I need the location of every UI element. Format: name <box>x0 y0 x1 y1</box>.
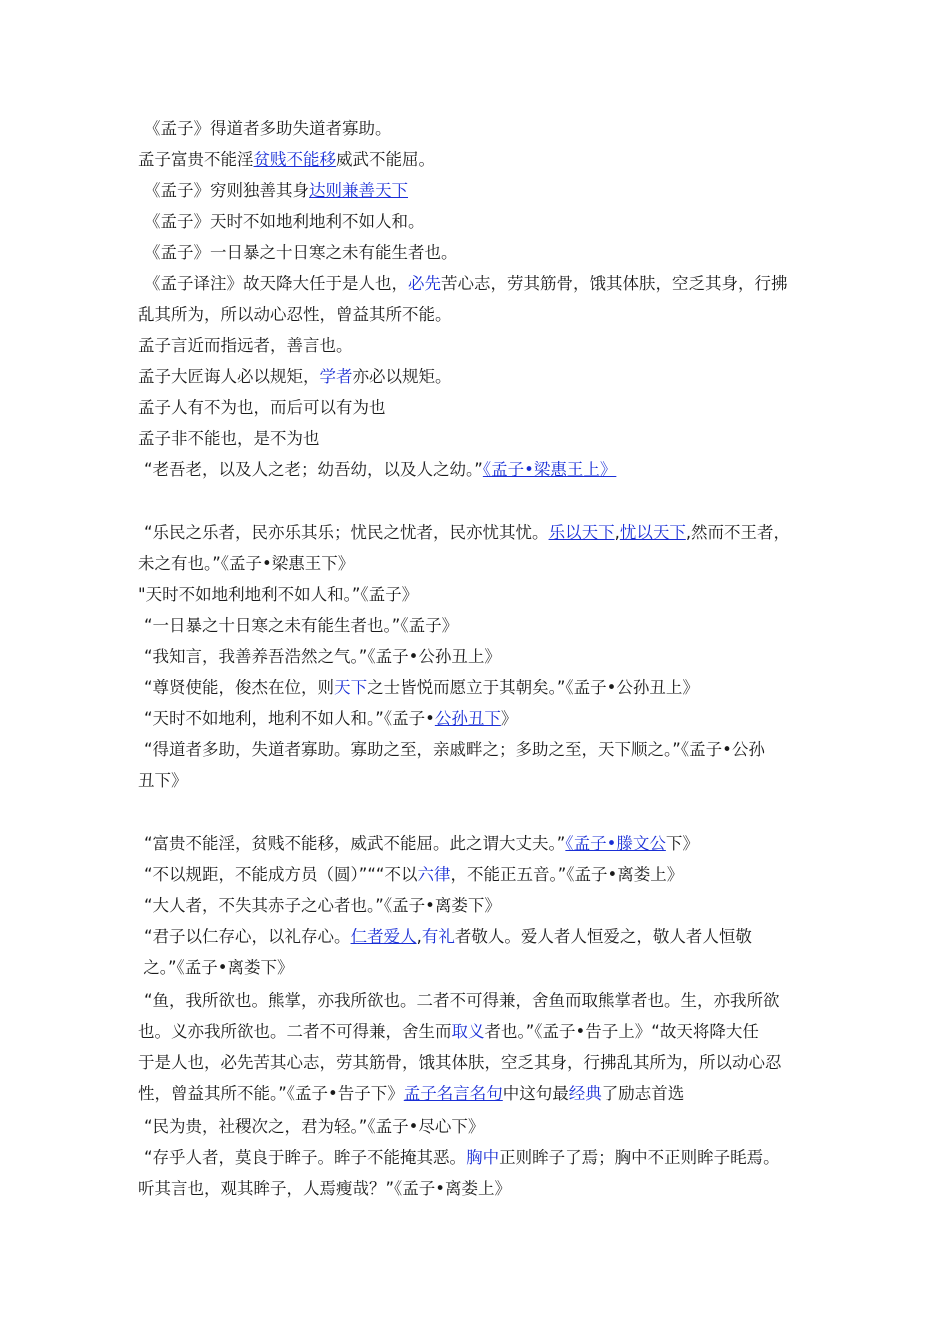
text-segment: 未之有也。”《孟子•梁惠王下》 <box>138 554 355 573</box>
hyperlink[interactable]: 仁者爱人 <box>350 927 417 946</box>
text-segment: 威武不能屈。 <box>336 150 435 169</box>
text-line <box>138 614 824 638</box>
text-line <box>138 458 824 482</box>
text-segment: “乐民之乐者，民亦乐其乐；忧民之忧者，民亦忧其忧。 <box>144 523 549 542</box>
text-segment: 孟子人有不为也，而后可以有为也 <box>138 398 386 417</box>
text-segment: “我知言，我善养吾浩然之气。”《孟子•公孙丑上》 <box>144 647 501 666</box>
text-segment: “存乎人者，莫良于眸子。眸子不能掩其恶。 <box>144 1148 467 1167</box>
text-line <box>138 396 818 420</box>
text-line <box>138 1177 818 1201</box>
text-segment: 性，曾益其所不能。”《孟子•告子下》 <box>138 1084 404 1103</box>
text-segment: 亦必以规矩。 <box>352 367 452 386</box>
text-segment: , <box>614 523 620 542</box>
text-segment: “大人者，不失其赤子之心者也。”《孟子•离娄下》 <box>144 896 501 915</box>
hyperlink[interactable]: 乐以天下 <box>548 523 615 542</box>
text-line <box>138 521 824 545</box>
text-segment: 者也。”《孟子•告子上》“故天将降大任 <box>484 1022 759 1041</box>
text-segment: “天时不如地利，地利不如人和。”《孟子• <box>144 709 435 728</box>
text-segment: "天时不如地利地利不如人和。”《孟子》 <box>138 585 419 604</box>
text-line <box>138 303 818 327</box>
text-line <box>138 707 824 731</box>
text-segment: “不以 <box>375 865 418 884</box>
text-line <box>138 1082 818 1106</box>
text-line <box>138 272 824 296</box>
text-line <box>138 552 818 576</box>
text-line <box>138 241 824 265</box>
text-line <box>138 1051 818 1075</box>
highlighted-keyword: 六律 <box>417 865 451 884</box>
text-line <box>138 1020 818 1044</box>
text-segment: “尊贤使能，俊杰在位，则 <box>144 678 335 697</box>
text-segment: 正则眸子了焉；胸中不正则眸子眊焉。 <box>499 1148 780 1167</box>
text-line <box>138 769 818 793</box>
text-segment: 孟子非不能也，是不为也 <box>138 429 320 448</box>
text-segment: ，不能正五音。”《孟子•离娄上》 <box>450 865 684 884</box>
text-segment: “富贵不能淫，贫贱不能移，威武不能屈。此之谓大丈夫。” <box>144 834 566 853</box>
text-segment: 了励志首选 <box>601 1084 685 1103</box>
text-segment: 孟子富贵不能淫 <box>138 150 254 169</box>
text-line <box>138 894 824 918</box>
text-line <box>138 863 824 887</box>
text-line <box>138 1115 824 1139</box>
hyperlink[interactable]: 达则兼善天下 <box>309 181 408 200</box>
text-line <box>138 583 818 607</box>
text-line <box>138 925 824 949</box>
text-segment: “鱼，我所欲也。熊掌，亦我所欲也。二者不可得兼，舍鱼而取熊掌者也。生，亦我所欲 <box>144 991 780 1010</box>
highlighted-keyword: 取义 <box>451 1022 485 1041</box>
text-segment: 《孟子》穷则独善其身 <box>144 181 309 200</box>
text-line <box>138 989 824 1013</box>
text-segment: 》 <box>500 709 518 728</box>
text-segment: “民为贵，社稷次之，君为轻。”《孟子•尽心下》 <box>144 1117 485 1136</box>
text-segment: 听其言也，观其眸子，人焉瘦哉？”《孟子•离娄上》 <box>138 1179 512 1198</box>
text-segment: ,然而不王者， <box>685 523 791 542</box>
text-segment: “君子以仁存心，以礼存心。 <box>144 927 351 946</box>
text-segment: 苦心志，劳其筋骨，饿其体肤，空乏其身，行拂 <box>441 274 788 293</box>
text-line <box>138 334 818 358</box>
hyperlink[interactable]: 贫贱不能移 <box>253 150 336 169</box>
text-segment: “老吾老，以及人之老；幼吾幼，以及人之幼。” <box>144 460 483 479</box>
highlighted-keyword: 胸中 <box>466 1148 500 1167</box>
text-segment: “一日暴之十日寒之未有能生者也。”《孟子》 <box>144 616 459 635</box>
highlighted-keyword: 有礼 <box>421 927 455 946</box>
highlighted-keyword: 经典 <box>568 1084 602 1103</box>
hyperlink[interactable]: 公孙丑下 <box>434 709 501 728</box>
text-line <box>138 210 824 234</box>
text-line <box>138 365 818 389</box>
text-line <box>138 148 818 172</box>
text-segment: 者敬人。爱人者人恒爱之，敬人者人恒敬 <box>454 927 752 946</box>
text-line <box>138 1146 824 1170</box>
text-line <box>138 738 824 762</box>
hyperlink[interactable]: 忧以天下 <box>619 523 686 542</box>
text-line <box>138 179 824 203</box>
text-line <box>138 956 818 980</box>
text-segment: 《孟子》一日暴之十日寒之未有能生者也。 <box>144 243 458 262</box>
text-line <box>138 117 824 141</box>
text-segment: 下》 <box>665 834 699 853</box>
text-segment: 《孟子译注》故天降大任于是人也， <box>144 274 408 293</box>
text-segment: 之士皆悦而愿立于其朝矣。”《孟子•公孙丑上》 <box>367 678 699 697</box>
text-segment: 于是人也，必先苦其心志，劳其筋骨，饿其体肤，空乏其身，行拂乱其所为，所以动心忍 <box>138 1053 782 1072</box>
text-segment: 《孟子》得道者多助失道者寡助。 <box>144 119 392 138</box>
text-segment: “得道者多助，失道者寡助。寡助之至，亲戚畔之；多助之至，天下顺之。”《孟子•公孙 <box>144 740 765 759</box>
hyperlink[interactable]: 《孟子•梁惠王上》 <box>482 460 617 479</box>
text-segment: 《孟子》天时不如地利地利不如人和。 <box>144 212 425 231</box>
text-segment: , <box>416 927 422 946</box>
text-segment: 也。义亦我所欲也。二者不可得兼，舍生而 <box>138 1022 452 1041</box>
text-segment: 孟子言近而指远者，善言也。 <box>138 336 353 355</box>
text-line <box>138 645 824 669</box>
text-segment: 丑下》 <box>138 771 188 790</box>
highlighted-keyword: 天下 <box>334 678 368 697</box>
text-line <box>138 832 824 856</box>
text-line <box>138 676 824 700</box>
text-line <box>138 427 818 451</box>
highlighted-keyword: 必先 <box>408 274 441 293</box>
text-segment: 中这句最 <box>502 1084 569 1103</box>
text-segment: 孟子大匠诲人必以规矩， <box>138 367 320 386</box>
text-segment: “不以规距，不能成方员（圆）”“ <box>144 865 376 884</box>
text-segment: 乱其所为，所以动心忍性，曾益其所不能。 <box>138 305 452 324</box>
highlighted-keyword: 学者 <box>319 367 353 386</box>
text-segment: 之。”《孟子•离娄下》 <box>138 958 294 977</box>
hyperlink[interactable]: 《孟子•滕文公 <box>565 834 666 853</box>
hyperlink[interactable]: 孟子名言名句 <box>403 1084 503 1103</box>
